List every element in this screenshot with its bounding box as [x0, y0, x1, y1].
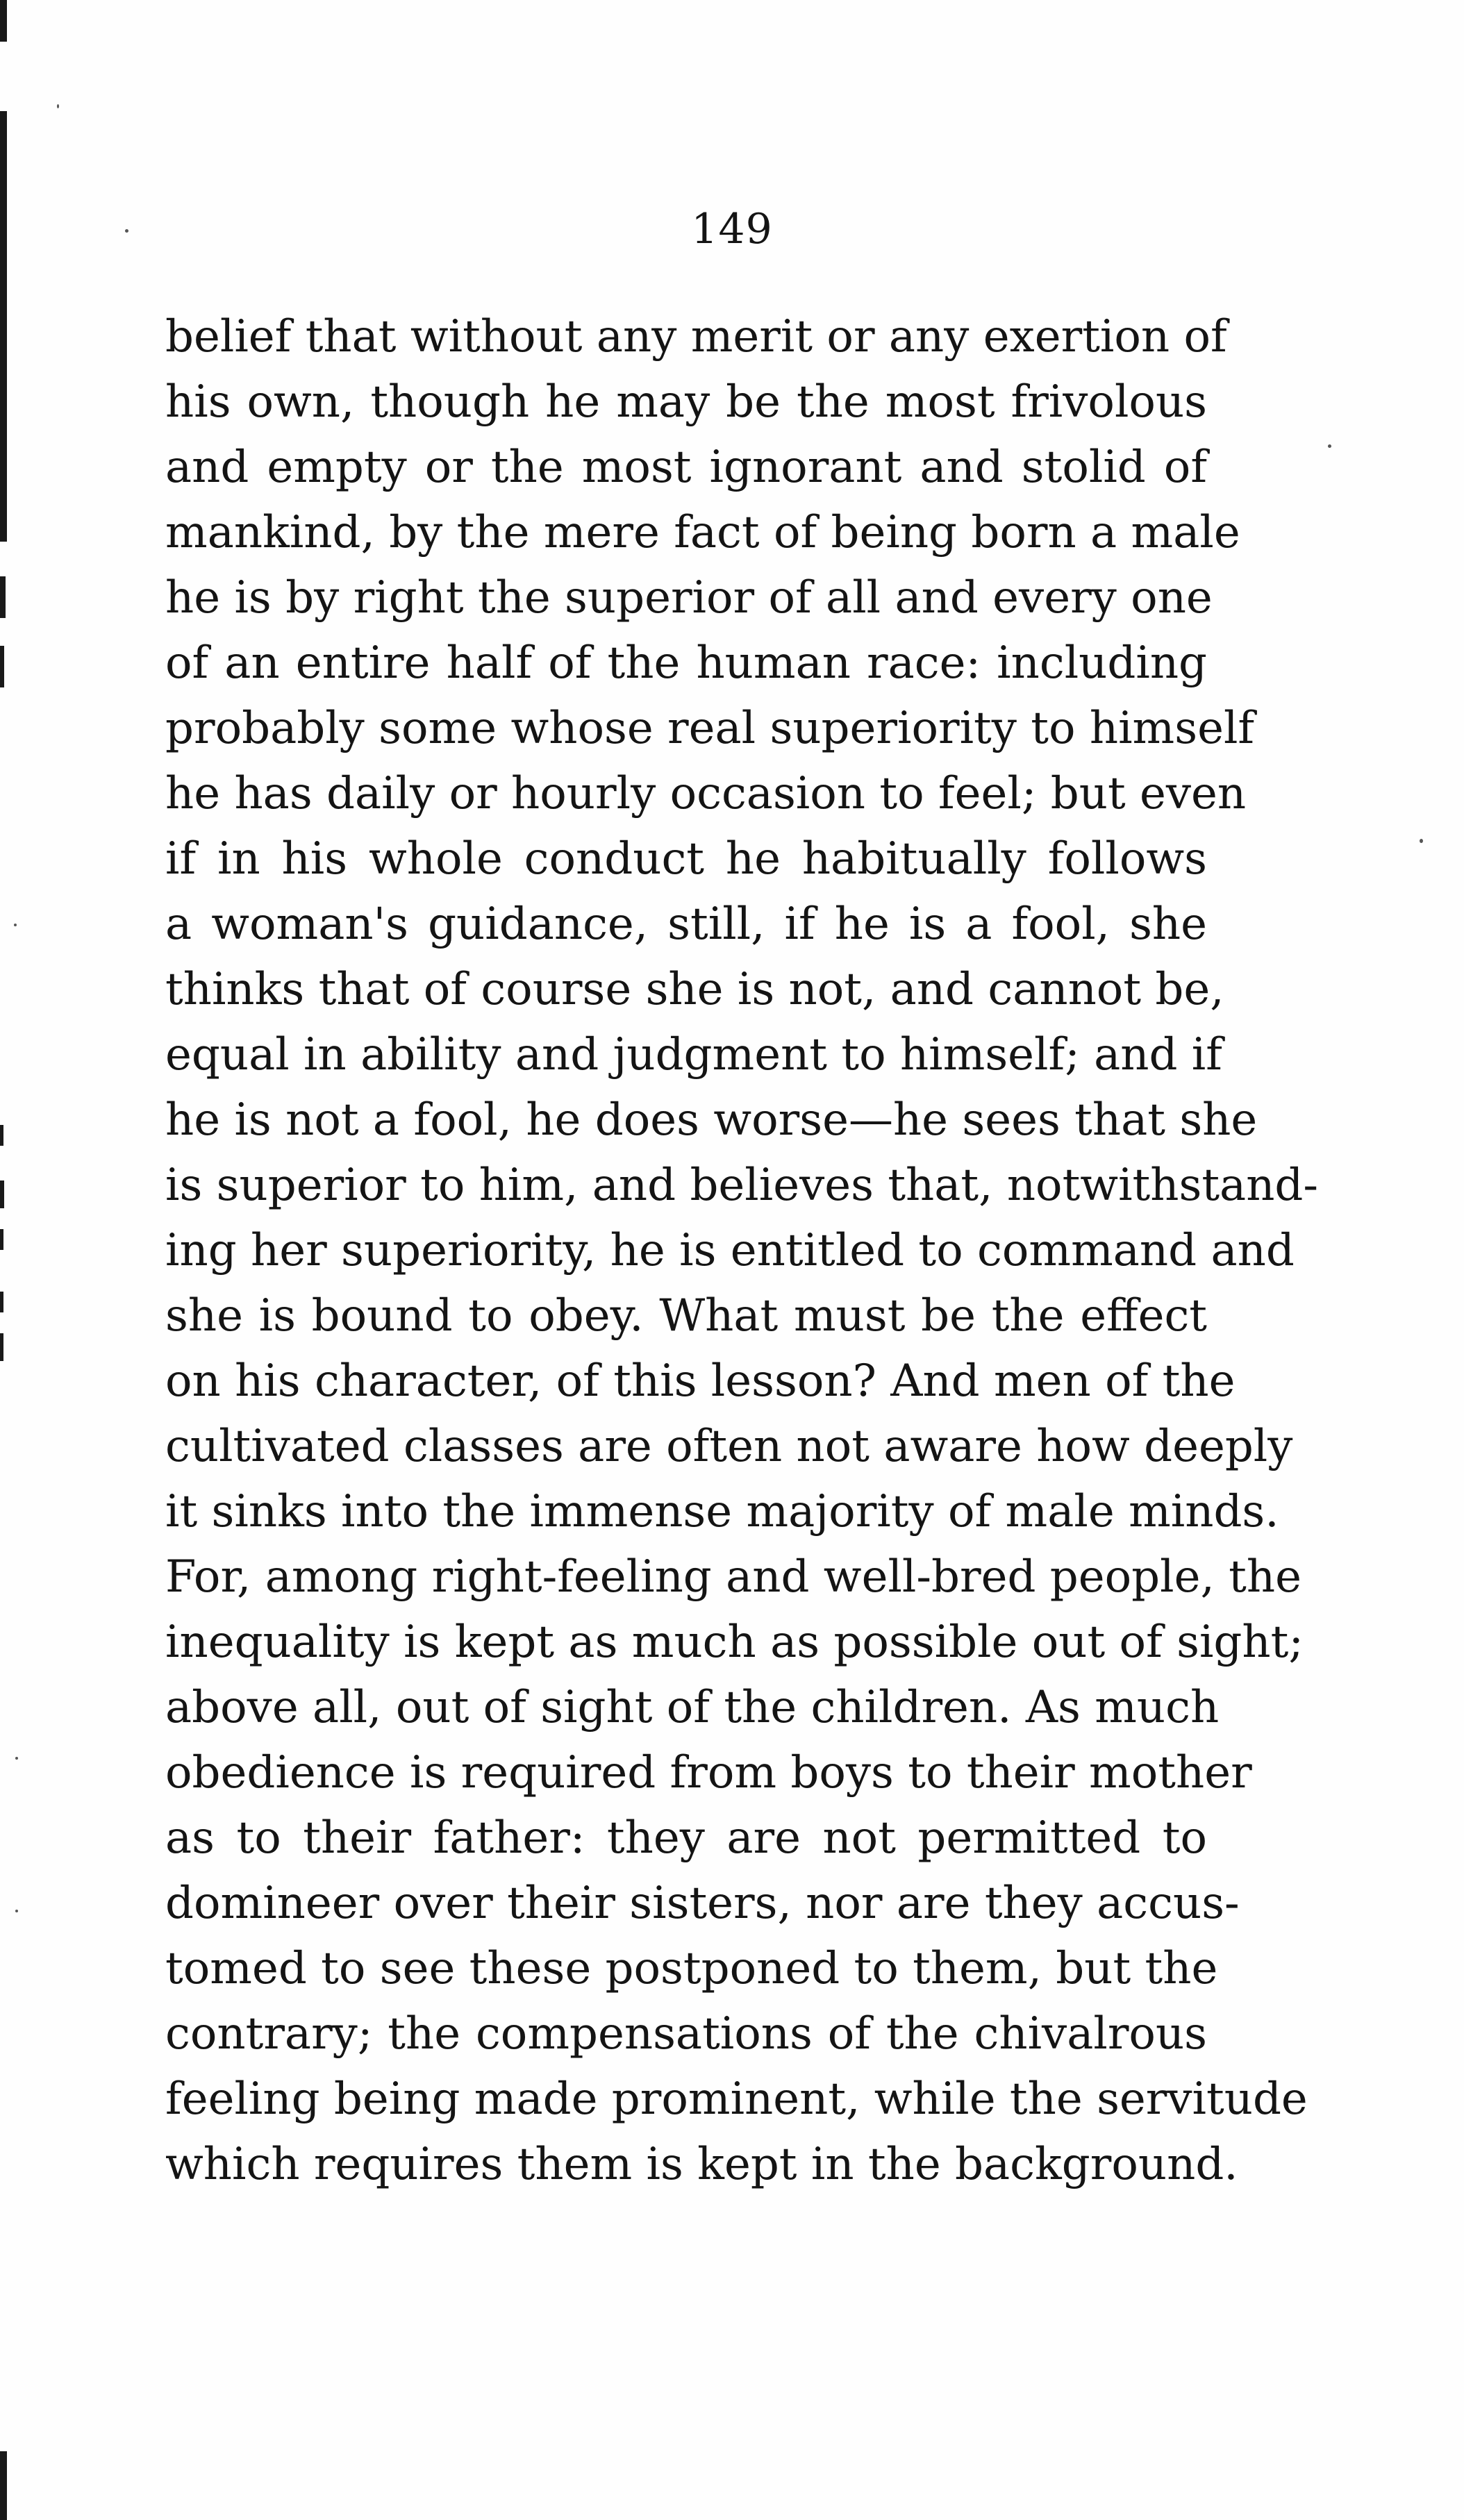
text-line: if in his whole conduct he habitually follows: [165, 833, 1207, 885]
text-line: and empty or the most ignorant and stolid of: [165, 442, 1207, 493]
scan-edge-mark: [0, 0, 7, 42]
text-line: is superior to him, and believes that, notwithstand-: [165, 1160, 1318, 1211]
text-line: contrary; the compensations of the chivalrous: [165, 2008, 1207, 2060]
text-line: cultivated classes are often not aware how deeply: [165, 1421, 1293, 1472]
scan-speck: [15, 1757, 18, 1760]
scan-edge-mark: [0, 2451, 7, 2520]
scan-speck: [15, 1910, 18, 1912]
text-line: it sinks into the immense majority of male minds.: [165, 1486, 1279, 1537]
scan-edge-mark: [0, 646, 4, 687]
text-line: above all, out of sight of the children. As much: [165, 1682, 1220, 1733]
text-line: she is bound to obey. What must be the effect: [165, 1290, 1207, 1342]
text-line: belief that without any merit or any exertion of: [165, 311, 1227, 362]
scan-edge-mark: [0, 1292, 3, 1312]
text-line: tomed to see these postponed to them, but the: [165, 1943, 1218, 1994]
scan-speck: [1328, 444, 1331, 448]
text-line: obedience is required from boys to their mother: [165, 1747, 1252, 1799]
text-line: which requires them is kept in the background.: [165, 2139, 1238, 2190]
text-line: mankind, by the mere fact of being born a male: [165, 507, 1240, 558]
scan-edge-mark: [0, 111, 7, 542]
page-number: 149: [691, 205, 773, 253]
text-line: For, among right-feeling and well-bred people, the: [165, 1551, 1301, 1603]
scan-edge-mark: [0, 576, 6, 618]
body-text: [165, 304, 1318, 2197]
text-line: he is by right the superior of all and every one: [165, 572, 1213, 624]
text-line: on his character, of this lesson? And men of the: [165, 1355, 1236, 1407]
text-line: he has daily or hourly occasion to feel; but even: [165, 768, 1247, 819]
text-line: probably some whose real superiority to himself: [165, 703, 1255, 754]
scan-edge-mark: [0, 1125, 3, 1146]
text-line: inequality is kept as much as possible out of sight;: [165, 1617, 1304, 1668]
scan-edge-mark: [0, 1229, 3, 1250]
scan-edge-mark: [0, 1333, 3, 1361]
text-line: equal in ability and judgment to himself; and if: [165, 1029, 1222, 1080]
scan-speck: [14, 924, 17, 926]
scan-edge-mark: [0, 1180, 4, 1208]
text-line: as to their father: they are not permitted to: [165, 1812, 1207, 1864]
text-line: domineer over their sisters, nor are they accus-: [165, 1878, 1240, 1929]
text-line: of an entire half of the human race: including: [165, 637, 1207, 689]
text-line: ing her superiority, he is entitled to command and: [165, 1225, 1295, 1276]
text-line: he is not a fool, he does worse—he sees that she: [165, 1094, 1258, 1146]
text-line: thinks that of course she is not, and cannot be,: [165, 964, 1224, 1015]
scan-speck: [57, 104, 59, 108]
text-line: his own, though he may be the most frivolous: [165, 376, 1207, 428]
scan-speck: [1420, 839, 1423, 843]
text-line: a woman's guidance, still, if he is a fool, she: [165, 899, 1207, 950]
text-line: feeling being made prominent, while the servitude: [165, 2073, 1308, 2125]
